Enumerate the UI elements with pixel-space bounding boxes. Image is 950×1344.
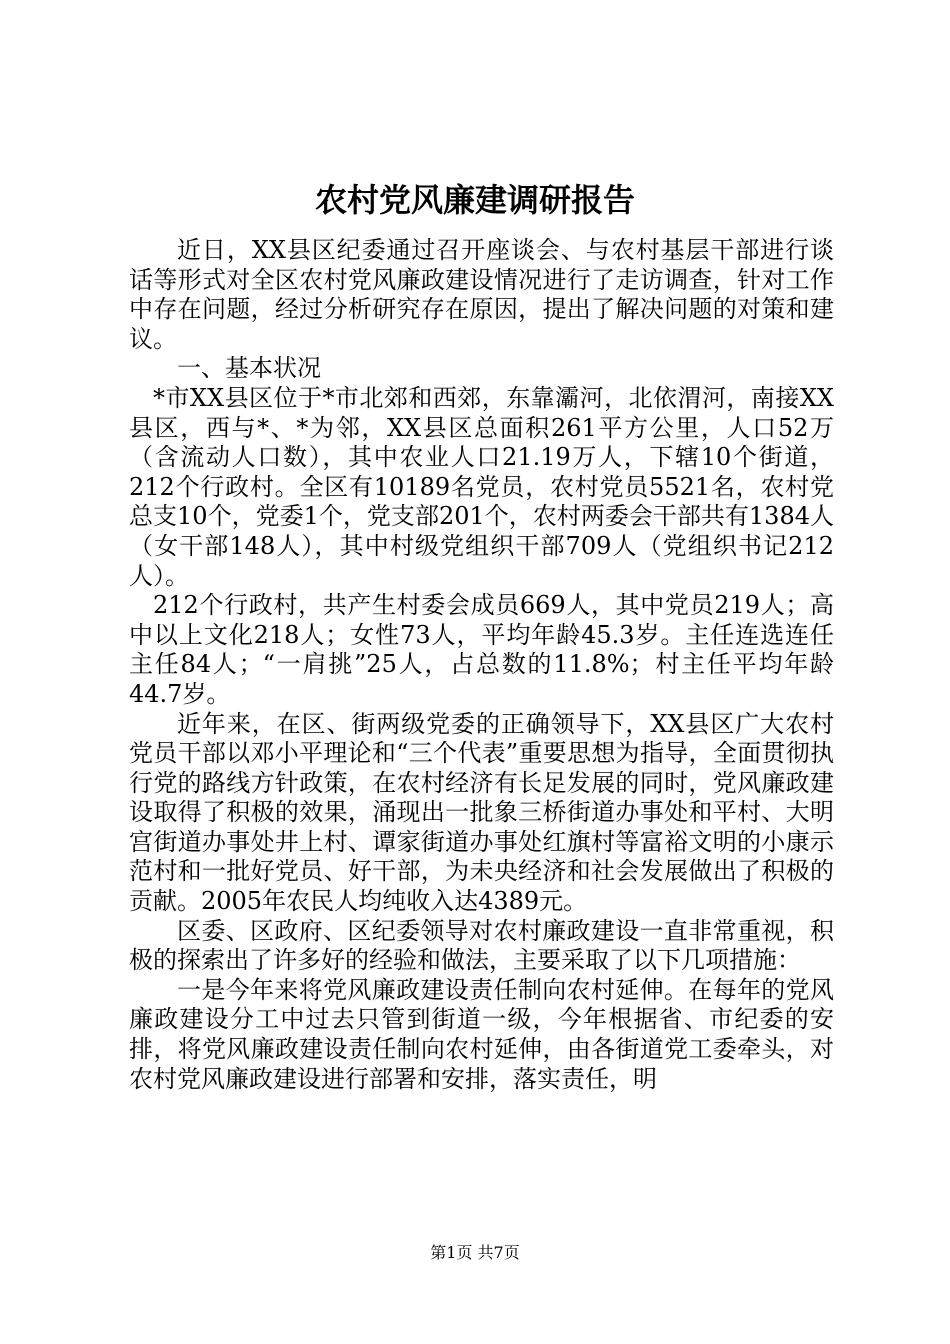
paragraph-measures-intro: 区委、区政府、区纪委领导对农村廉政建设一直非常重视，积极的探索出了许多好的经验和做法，主要采取了以下几项措施： [129,916,834,975]
section-heading-basic-status: 一、基本状况 [177,354,321,383]
paragraph-measure-one: 一是今年来将党风廉政建设责任制向农村延伸。在每年的党风廉政建设分工中过去只管到街道一级，今年根据省、市纪委的安排，将党风廉政建设责任制向农村延伸，由各街道党工委牵头，对农村党风廉政建设进行部署和安排，落实责任，明 [129,975,834,1093]
document-title: 农村党风廉建调研报告 [314,181,635,219]
paragraph-recent-years: 近年来，在区、街两级党委的正确领导下，XX县区广大农村党员干部以邓小平理论和“三个代表”重要思想为指导，全面贯彻执行党的路线方针政策，在农村经济有长足发展的同时，党风廉政建设取得了积极的效果，涌现出一批象三桥街道办事处和平村、大明宫街道办事处井上村、谭家街道办事处红旗村等富裕文明的小康示范村和一批好党员、好干部，为未央经济和社会发展做出了积极的贡献。2005年农民人均纯收入达4389元。 [129,709,834,916]
paragraph-overview: *市XX县区位于*市北郊和西郊，东靠灞河，北依渭河，南接XX县区，西与*、*为邻，XX县区总面积261平方公里，人口52万（含流动人口数），其中农业人口21.19万人，下辖10个街道，212个行政村。全区有10189名党员，农村党员5521名，农村党总支10个，党委1个，党支部201个，农村两委会干部共有1384人（女干部148人），其中村级党组织干部709人（党组织书记212人）。 [129,383,834,590]
document-body [129,236,834,1094]
paragraph-intro: 近日，XX县区纪委通过召开座谈会、与农村基层干部进行谈话等形式对全区农村党风廉政建设情况进行了走访调查，针对工作中存在问题，经过分析研究存在原因，提出了解决问题的对策和建议。 [129,236,834,353]
page-number-footer: 第1页 共7页 [430,1243,520,1262]
paragraph-village-committee: 212个行政村，共产生村委会成员669人，其中党员219人；高中以上文化218人；女性73人，平均年龄45.3岁。主任连选连任主任84人；“一肩挑”25人，占总数的11.8%；村主任平均年龄44.7岁。 [129,591,834,708]
